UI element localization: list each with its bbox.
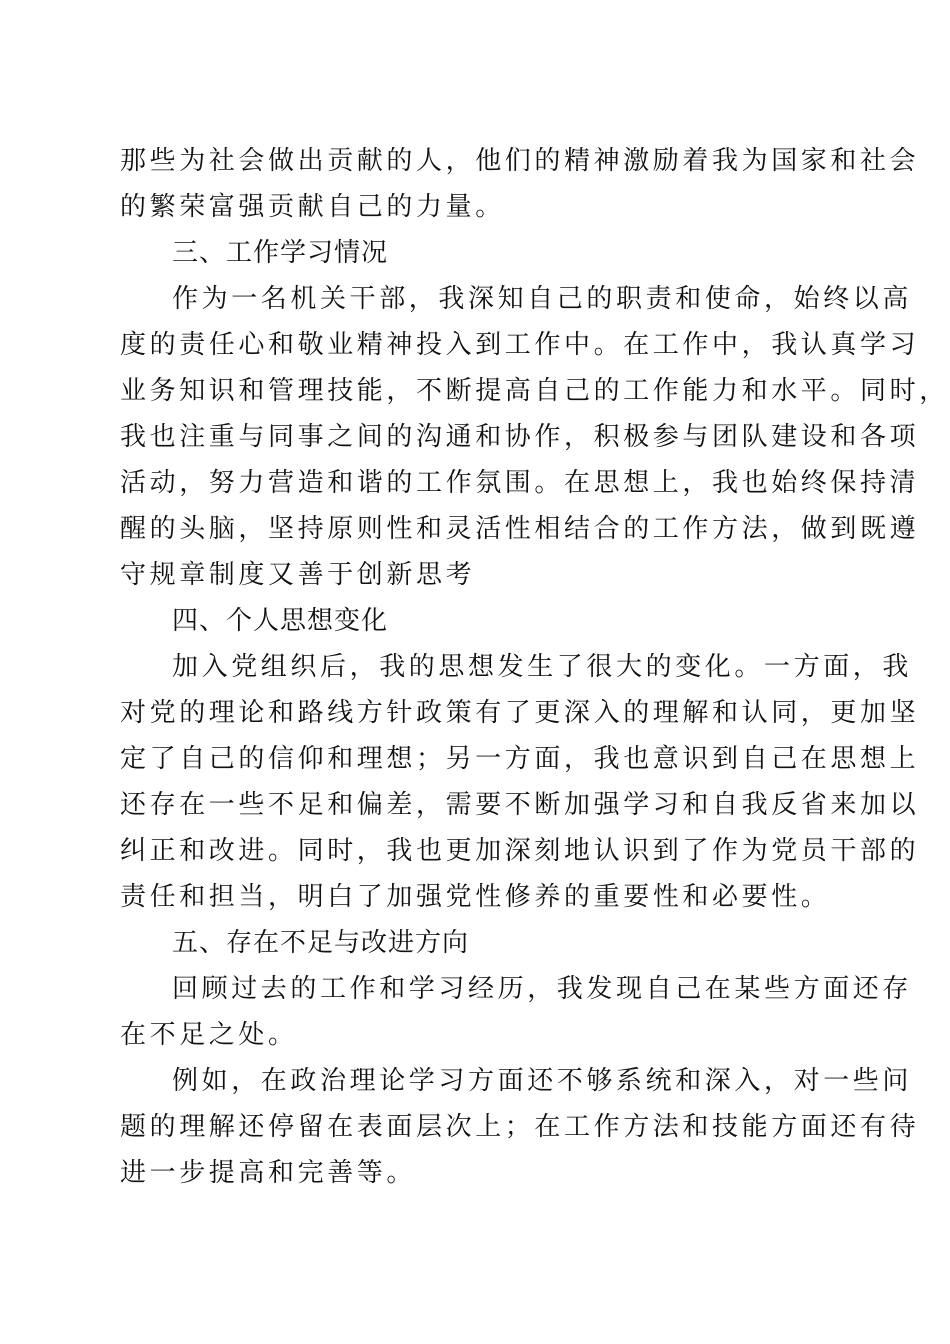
- paragraph-line: 进一步提高和完善等。: [120, 1158, 417, 1188]
- paragraph-line: 醒的头脑，坚持原则性和灵活性相结合的工作方法，做到既遵: [120, 514, 920, 544]
- paragraph-line: 题的理解还停留在表面层次上；在工作方法和技能方面还有待: [120, 1112, 920, 1142]
- paragraph-line: 作为一名机关干部，我深知自己的职责和使命，始终以高: [172, 284, 913, 314]
- section-heading-3: 三、工作学习情况: [172, 238, 389, 268]
- paragraph-line: 那些为社会做出贡献的人，他们的精神激励着我为国家和社会: [120, 146, 920, 176]
- section-heading-4: 四、个人思想变化: [172, 606, 389, 636]
- paragraph-line: 纠正和改进。同时，我也更加深刻地认识到了作为党员干部的: [120, 836, 920, 866]
- paragraph-line: 在不足之处。: [120, 1020, 298, 1050]
- paragraph-line: 我也注重与同事之间的沟通和协作，积极参与团队建设和各项: [120, 422, 920, 452]
- paragraph-line: 还存在一些不足和偏差，需要不断加强学习和自我反省来加以: [120, 790, 920, 820]
- paragraph-line: 度的责任心和敬业精神投入到工作中。在工作中，我认真学习: [120, 330, 920, 360]
- section-heading-5: 五、存在不足与改进方向: [172, 928, 470, 958]
- paragraph-line: 回顾过去的工作和学习经历，我发现自己在某些方面还存: [172, 974, 913, 1004]
- paragraph-line: 加入党组织后，我的思想发生了很大的变化。一方面，我: [172, 652, 913, 682]
- paragraph-line: 例如，在政治理论学习方面还不够系统和深入，对一些问: [172, 1066, 913, 1096]
- paragraph-line: 责任和担当，明白了加强党性修养的重要性和必要性。: [120, 882, 831, 912]
- paragraph-line: 对党的理论和路线方针政策有了更深入的理解和认同，更加坚: [120, 698, 920, 728]
- paragraph-line: 守规章制度又善于创新思考: [120, 560, 476, 590]
- paragraph-line: 定了自己的信仰和理想；另一方面，我也意识到自己在思想上: [120, 744, 920, 774]
- paragraph-line: 的繁荣富强贡献自己的力量。: [120, 192, 505, 222]
- paragraph-line: 活动，努力营造和谐的工作氛围。在思想上，我也始终保持清: [120, 468, 920, 498]
- paragraph-line: 业务知识和管理技能，不断提高自己的工作能力和水平。同时，: [120, 376, 949, 406]
